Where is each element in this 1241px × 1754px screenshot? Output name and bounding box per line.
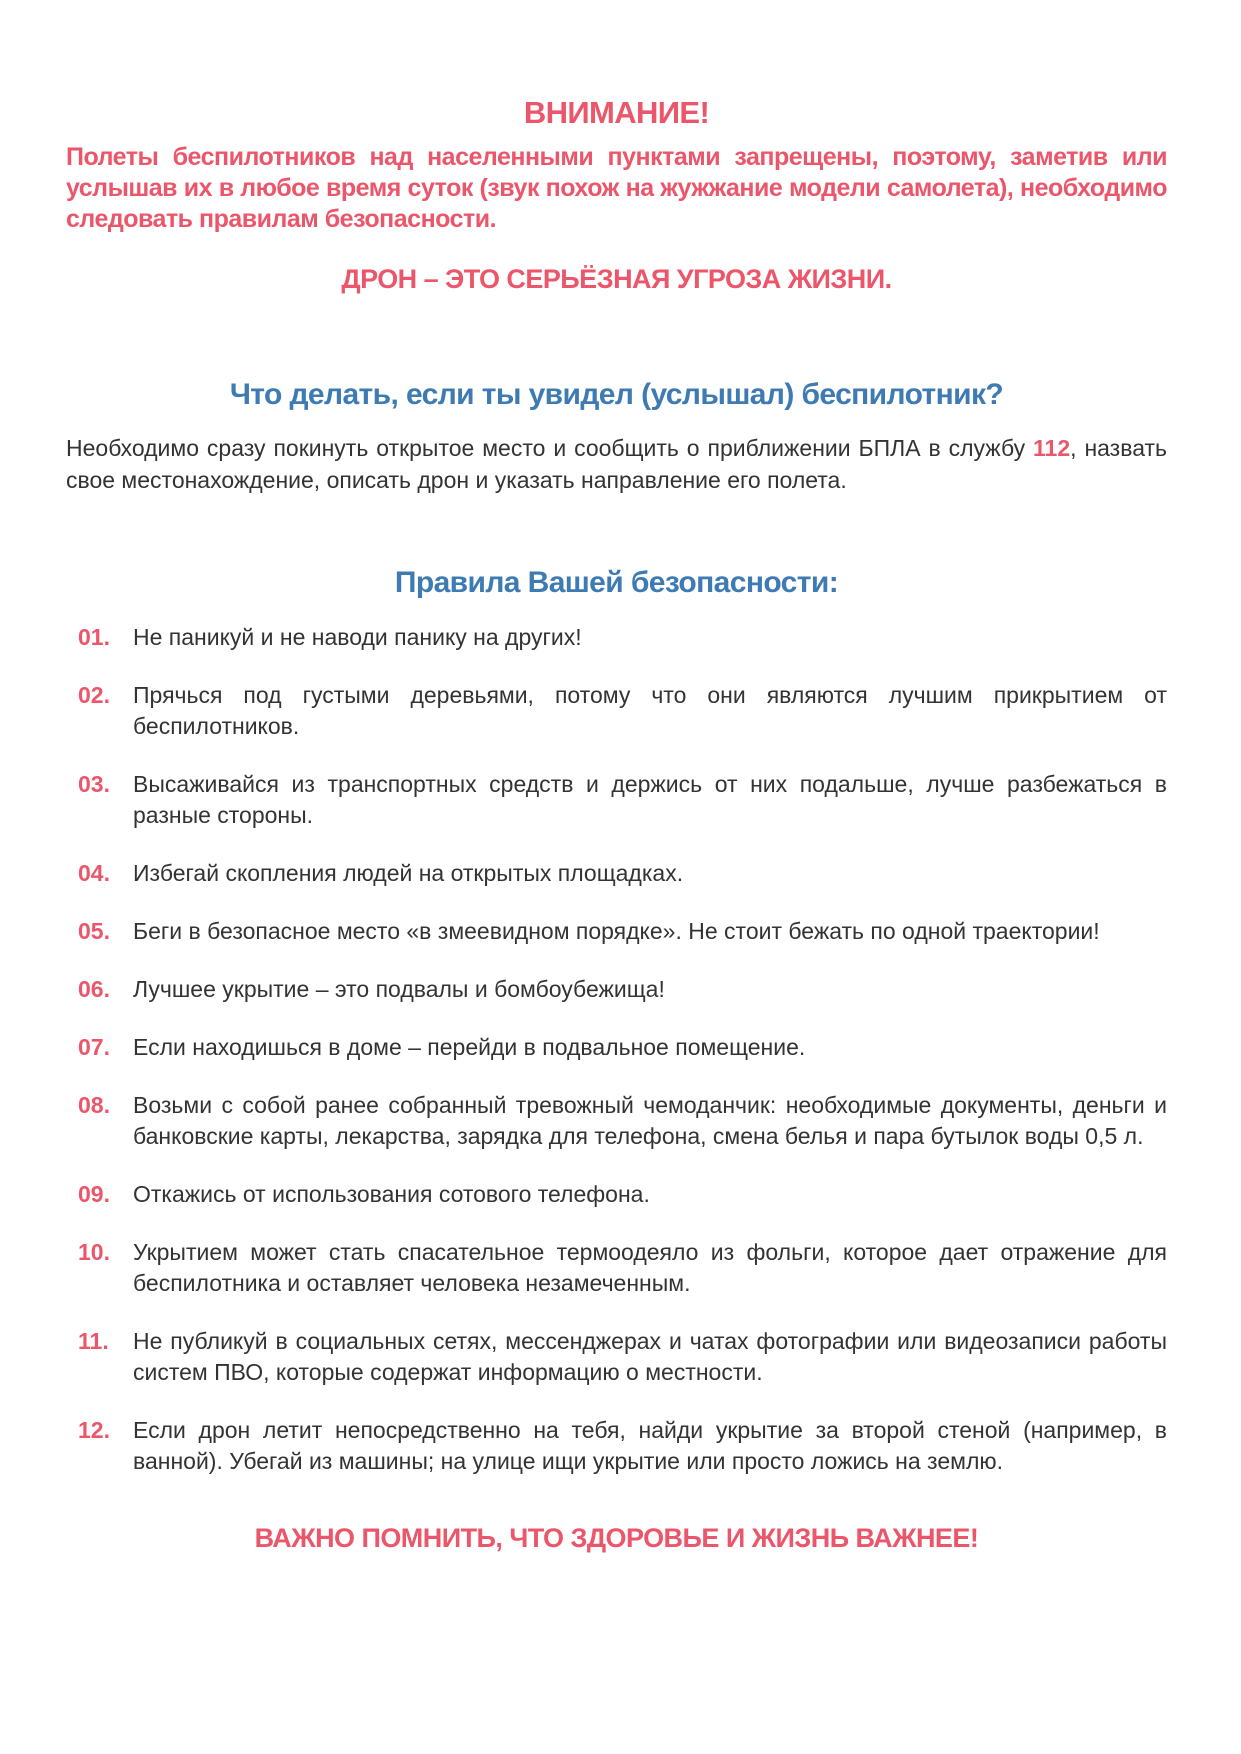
section-heading-rules: Правила Вашей безопасности: — [394, 566, 839, 599]
rule-text: Не паникуй и не наводи панику на других! — [133, 624, 582, 650]
rule-item-11 — [66, 1326, 1167, 1388]
footer-note: ВАЖНО ПОМНИТЬ, ЧТО ЗДОРОВЬЕ И ЖИЗНЬ ВАЖНЕЕ! — [254, 1523, 979, 1553]
section-heading-what-to-do: Что делать, если ты увидел (услышал) беспилотник? — [229, 378, 1004, 411]
rule-number: 07. — [78, 1034, 110, 1060]
rule-item-01 — [66, 622, 1167, 653]
rule-text: Прячься под густыми деревьями, потому что они являются лучшим прикрытием от беспилотников. — [133, 682, 1167, 739]
rule-item-10 — [66, 1237, 1167, 1299]
rule-text: Избегай скопления людей на открытых площадках. — [133, 860, 684, 886]
intro-paragraph — [66, 432, 1167, 496]
rule-text: Возьми с собой ранее собранный тревожный чемоданчик: необходимые документы, деньги и банковские карты, лекарства, зарядка для телефона, смена белья и пара бутылок воды 0,5 л. — [133, 1092, 1167, 1149]
rule-item-06 — [66, 974, 1167, 1005]
rule-number: 06. — [78, 976, 110, 1002]
rule-item-12 — [66, 1415, 1167, 1477]
rule-text: Беги в безопасное место «в змеевидном порядке». Не стоит бежать по одной траектории! — [133, 918, 1100, 944]
rule-number: 12. — [78, 1417, 110, 1443]
rule-item-02 — [66, 680, 1167, 742]
warning-paragraph: Полеты беспилотников над населенными пунктами запрещены, поэтому, заметив или услышав их в любое время суток (звук похож на жужжание модели самолета), необходимо следовать правилам безопасности. — [66, 143, 1167, 233]
rule-number: 01. — [78, 624, 110, 650]
rule-text: Лучшее укрытие – это подвалы и бомбоубежища! — [133, 976, 665, 1002]
rule-text: Если находишься в доме – перейди в подвальное помещение. — [133, 1034, 806, 1060]
intro-text-before: Необходимо сразу покинуть открытое место и сообщить о приближении БПЛА в службу — [66, 435, 1034, 461]
rules-list — [66, 622, 1167, 1477]
warning-subtitle: ДРОН – ЭТО СЕРЬЁЗНАЯ УГРОЗА ЖИЗНИ. — [341, 264, 892, 294]
rule-item-03 — [66, 769, 1167, 831]
rule-item-07 — [66, 1032, 1167, 1063]
emergency-number: 112 — [1033, 435, 1071, 461]
rule-item-08 — [66, 1090, 1167, 1152]
rule-number: 11. — [78, 1328, 109, 1354]
rule-item-05 — [66, 916, 1167, 947]
rule-item-04 — [66, 858, 1167, 889]
rule-number: 03. — [78, 771, 110, 797]
rule-text: Укрытием может стать спасательное термоодеяло из фольги, которое дает отражение для беспилотника и оставляет человека незамеченным. — [133, 1239, 1167, 1296]
page-title: ВНИМАНИЕ! — [523, 95, 710, 130]
rule-text: Если дрон летит непосредственно на тебя, найди укрытие за второй стеной (например, в ванной). Убегай из машины; на улице ищи укрытие или просто ложись на землю. — [133, 1417, 1167, 1474]
rule-text: Откажись от использования сотового телефона. — [133, 1181, 650, 1207]
rule-number: 08. — [78, 1092, 110, 1118]
rule-number: 09. — [78, 1181, 110, 1207]
rule-text: Не публикуй в социальных сетях, мессенджерах и чатах фотографии или видеозаписи работы систем ПВО, которые содержат информацию о местности. — [133, 1328, 1167, 1385]
rule-number: 10. — [78, 1239, 110, 1265]
rule-item-09 — [66, 1179, 1167, 1210]
rule-number: 05. — [78, 918, 110, 944]
rule-number: 04. — [78, 860, 110, 886]
rule-number: 02. — [78, 682, 110, 708]
intro-text-after: , назвать свое местонахождение, описать дрон и указать направление его полета. — [66, 435, 1167, 493]
rule-text: Высаживайся из транспортных средств и держись от них подальше, лучше разбежаться в разные стороны. — [133, 771, 1167, 828]
